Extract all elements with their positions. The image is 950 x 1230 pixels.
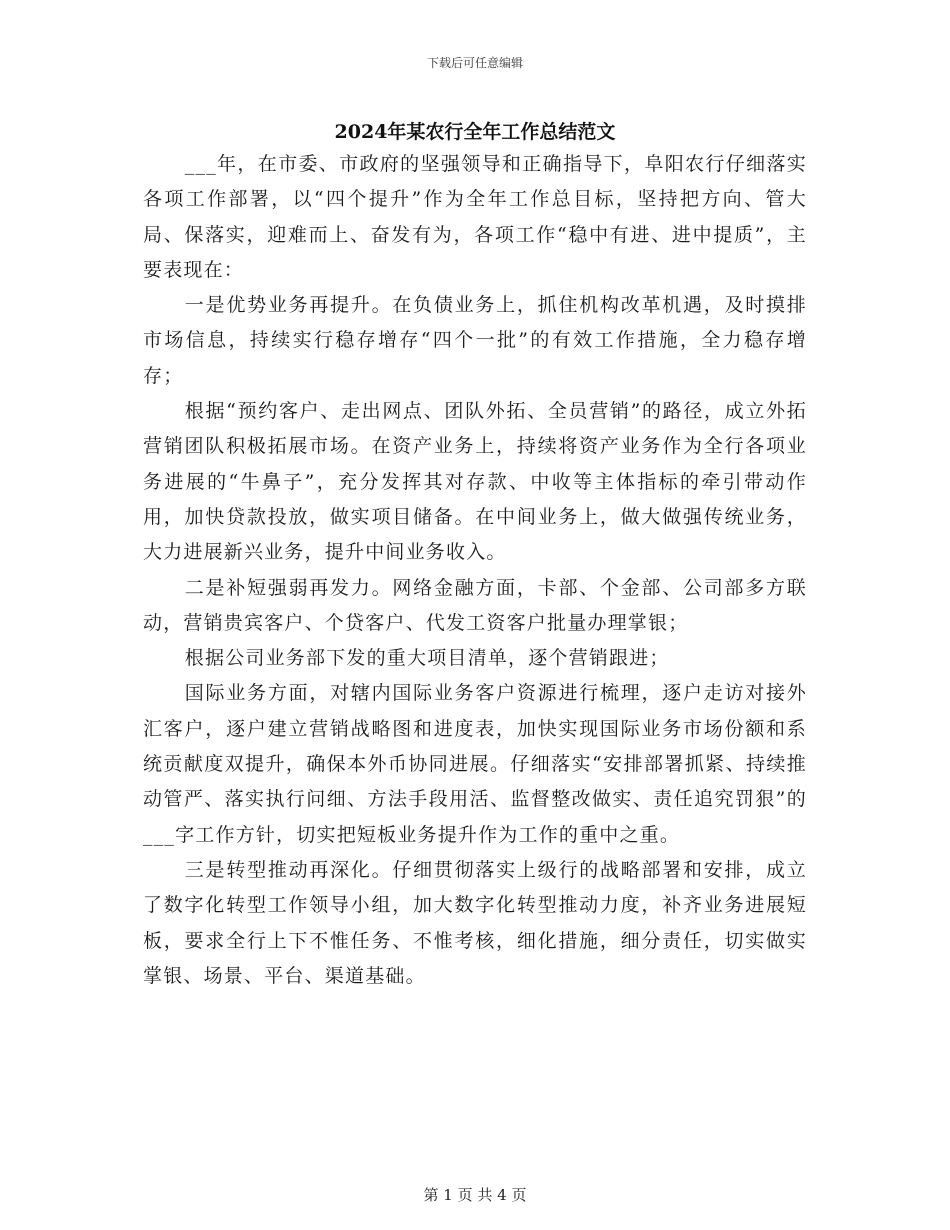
document-title: 2024年某农行全年工作总结范文: [334, 121, 616, 143]
paragraph-weakness-repair: 二是补短强弱再发力。网络金融方面，卡部、个金部、公司部多方联动，营销贵宾客户、个贷客户、代发工资客户批量办理掌银；: [143, 576, 807, 634]
paragraph-advantage-business: 一是优势业务再提升。在负债业务上，抓住机构改革机遇，及时摸排市场信息，持续实行稳存增存“四个一批”的有效工作措施，全力稳存增存；: [143, 294, 807, 387]
paragraph-project-list: 根据公司业务部下发的重大项目清单，逐个营销跟进；: [184, 647, 670, 670]
paragraph-international-business: 国际业务方面，对辖内国际业务客户资源进行梳理，逐户走访对接外汇客户，逐户建立营销战略图和进度表，加快实现国际业务市场份额和系统贡献度双提升，确保本外币协同进展。仔细落实“安排部署抓紧、持续推动管严、落实执行问细、方法手段用活、监督整改做实、责任追究罚狠”的___字工作方针，切实把短板业务提升作为工作的重中之重。: [143, 682, 807, 846]
document-body: [143, 147, 807, 994]
page-number: 第 1 页 共 4 页: [423, 1186, 527, 1204]
paragraph-marketing-path: 根据“预约客户、走出网点、团队外拓、全员营销”的路径，成立外拓营销团队积极拓展市场。在资产业务上，持续将资产业务作为全行各项业务进展的“牛鼻子”，充分发挥其对存款、中收等主体指标的牵引带动作用，加快贷款投放，做实项目储备。在中间业务上，做大做强传统业务，大力进展新兴业务，提升中间业务收入。: [143, 400, 807, 564]
page-header-note: 下载后可任意编辑: [426, 56, 523, 70]
paragraph-intro: ___年，在市委、市政府的坚强领导和正确指导下，阜阳农行仔细落实各项工作部署，以“四个提升”作为全年工作总目标，坚持把方向、管大局、保落实，迎难而上、奋发有为，各项工作“稳中有进、进中提质”，主要表现在：: [143, 153, 807, 281]
paragraph-transformation: 三是转型推动再深化。仔细贯彻落实上级行的战略部署和安排，成立了数字化转型工作领导小组，加大数字化转型推动力度，补齐业务进展短板，要求全行上下不惟任务、不惟考核，细化措施，细分责任，切实做实掌银、场景、平台、渠道基础。: [143, 858, 807, 987]
